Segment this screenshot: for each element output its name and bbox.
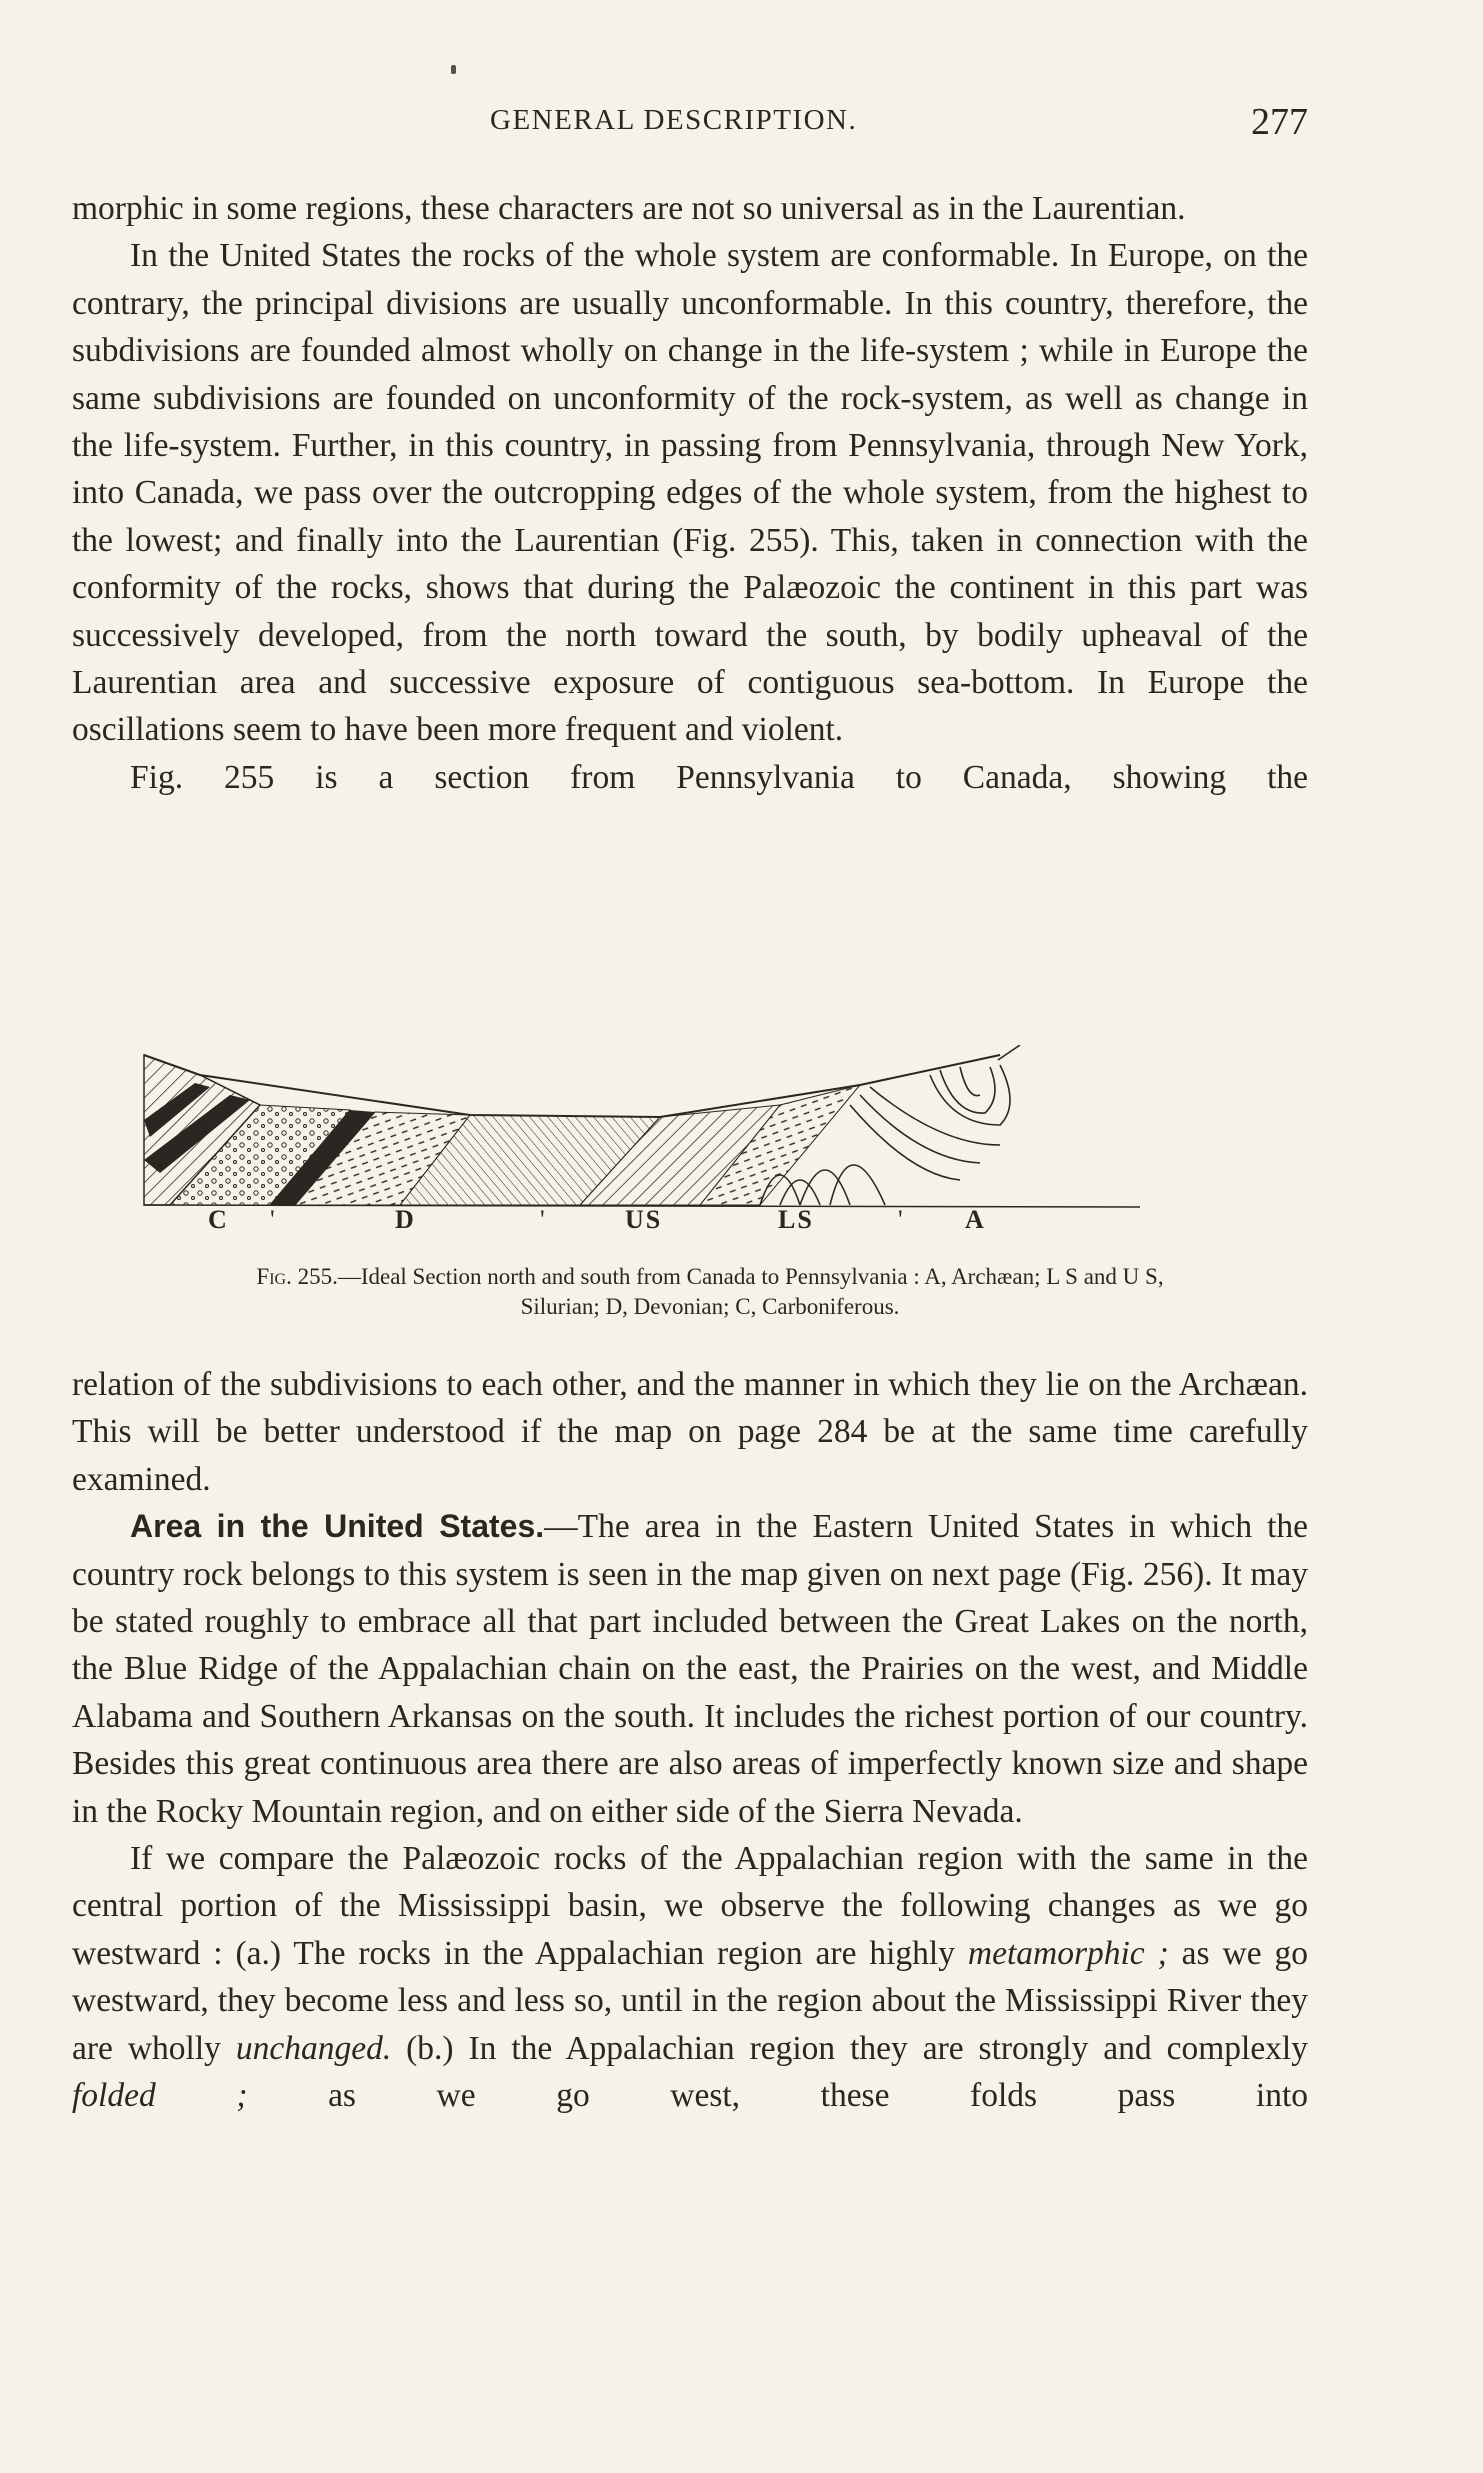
figure-labels — [140, 1205, 1260, 1245]
paragraph: relation of the subdivisions to each other, and the manner in which they lie on the Archæan. This will be better understood if the map on page 284 be at the same time carefully examined. — [72, 1366, 1308, 1498]
caption-line-2: Silurian; D, Devonian; C, Carboniferous. — [520, 1294, 900, 1319]
text-run: as we go westward, they become less and less so, until in the region about the Mississippi River they are wholly — [72, 1934, 1308, 2067]
section-heading: Area in the United States. — [130, 1508, 545, 1545]
text-block-top — [72, 185, 1308, 801]
figure-label-d: D — [395, 1205, 416, 1234]
text-run: If we compare the Palæozoic rocks of the Appalachian region with the same in the central portion of the Mississippi basin, we observe the following changes as we go westward : (a.) The rocks in the Appalachian region are highly — [72, 1840, 1308, 1972]
caption-lead: Fig. 255. — [256, 1264, 338, 1289]
text-run: as we go west, these folds pass into — [247, 2077, 1309, 2115]
italic-run: unchanged. — [235, 2029, 392, 2067]
text-block-bottom — [72, 1361, 1308, 2120]
ink-speck — [451, 65, 456, 74]
paragraph-text: —The area in the Eastern United States in which the country rock belongs to this system is seen in the map given on next page (Fig. 256). It may be stated roughly to embrace all that part included between the Great Lakes on the north, the Blue Ridge of the Appalachian chain on the east, the Prairies on the west, and Middle Alabama and Southern Arkansas on the south. It includes the richest portion of our country. Besides this great continuous area there are also areas of imperfectly known size and shape in the Rocky Mountain region, and on either side of the Sierra Nevada. — [72, 1508, 1308, 1830]
running-title: GENERAL DESCRIPTION. — [490, 104, 858, 136]
label-divider: ' — [270, 1205, 277, 1234]
label-divider: ' — [898, 1205, 905, 1234]
figure-label-ls: LS — [778, 1205, 814, 1234]
caption-line-1: —Ideal Section north and south from Canada to Pennsylvania : A, Archæan; L S and U S, — [337, 1264, 1164, 1289]
paragraph: In the United States the rocks of the whole system are conformable. In Europe, on the contrary, the principal divisions are usually unconformable. In this country, therefore, the subdivisions are founded almost wholly on change in the life-system ; while in Europe the same subdivisions are founded on unconformity of the rock-system, as well as change in the life-system. Further, in this country, in passing from Pennsylvania, through New York, into Canada, we pass over the outcropping edges of the whole system, from the highest to the lowest; and finally into the Laurentian (Fig. 255). This, taken in connection with the conformity of the rocks, shows that during the Palæozoic the continent in this part was successively developed, from the north toward the south, by bodily upheaval of the Laurentian area and successive exposure of contiguous sea-bottom. In Europe the oscillations seem to have been more frequent and violent. — [72, 237, 1308, 749]
paragraph-compare — [72, 1835, 1308, 2119]
figure-label-c: C — [208, 1205, 229, 1234]
page-number: 277 — [1251, 101, 1308, 143]
figure-label-a: A — [965, 1205, 986, 1234]
paragraph: Fig. 255 is a section from Pennsylvania to Canada, showing the — [130, 758, 1308, 796]
italic-run: metamorphic ; — [967, 1934, 1169, 1972]
page-header — [72, 100, 1308, 150]
label-divider: ' — [540, 1205, 547, 1234]
paragraph: morphic in some regions, these characters are not so universal as in the Laurentian. — [72, 190, 1186, 227]
text-run: (b.) In the Appalachian region they are strongly and complexly — [391, 2029, 1308, 2067]
italic-run: folded ; — [72, 2077, 248, 2115]
figure-label-us: US — [625, 1205, 663, 1234]
paragraph-area — [72, 1503, 1308, 1835]
figure-caption — [100, 1262, 1320, 1322]
